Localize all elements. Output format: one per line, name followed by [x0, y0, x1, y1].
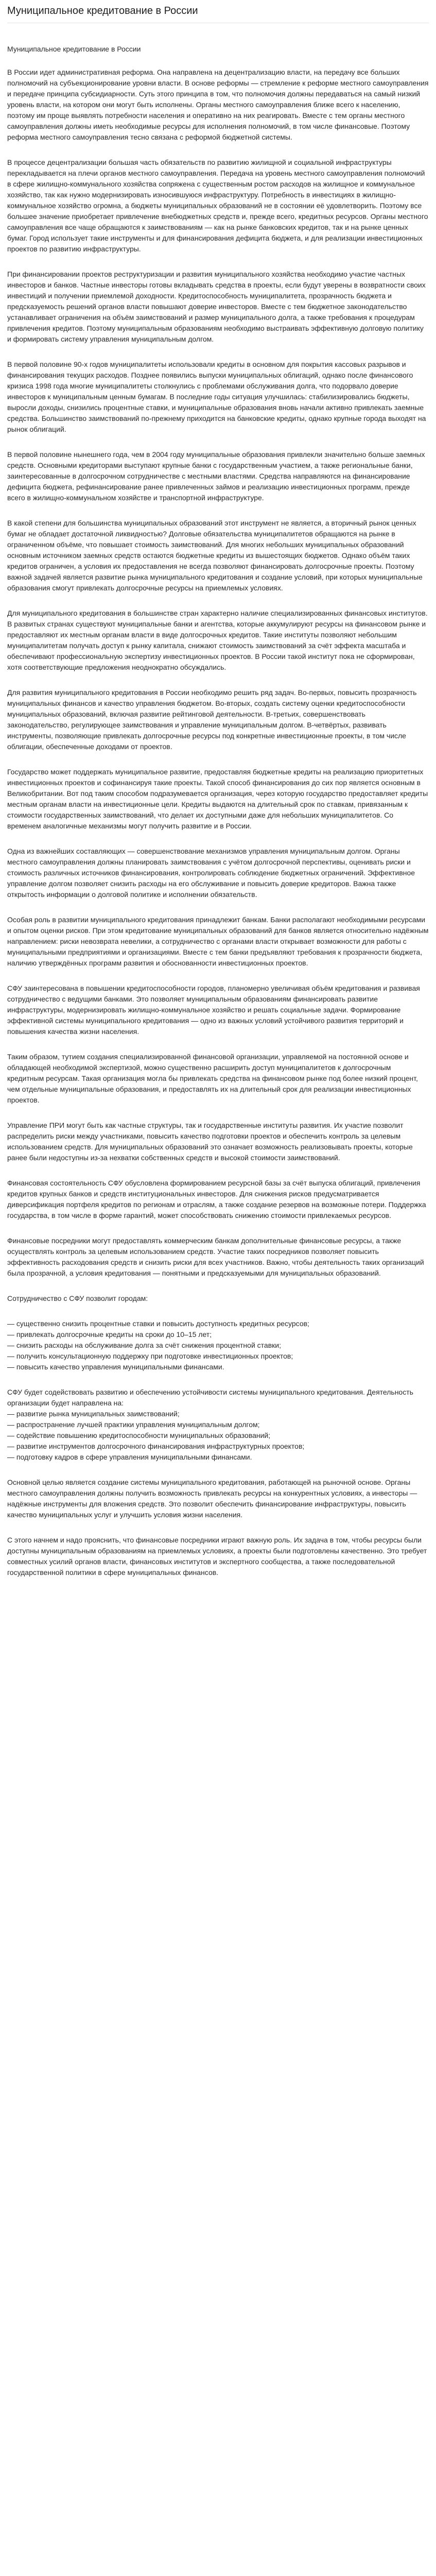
paragraph: Особая роль в развитии муниципального кредитования принадлежит банкам. Банки располагают необходимыми ресурсами и опытом оценки рисков. При этом кредитование муниципальных образований для банков является относительно надёжным направлением: риски невозврата невелики, а сотрудничество с органами власти открывает возможности для работы с муниципальными предприятиями и организациями. Вместе с тем банки предъявляют требования к прозрачности бюджета, наличию утверждённых программ развития и обоснованности инвестиционных проектов.: [7, 916, 429, 967]
paragraph: При финансировании проектов реструктуризации и развития муниципального хозяйства необходимо участие частных инвесторов и банков. Частные инвесторы готовы вкладывать средства в проекты, если будут уверены в возвратности своих инвестиций и получении приемлемой доходности. Кредитоспособность муниципалитета, прозрачность бюджета и предсказуемость решений органов власти повышают доверие инвесторов. Вместе с тем бюджетное законодательство устанавливает ограничения на объём заимствований и размер муниципального долга, а также требования к процедурам привлечения кредитов. Поэтому муниципальным образованиям необходимо выстраивать эффективную долговую политику и формировать систему управления муниципальным долгом.: [7, 270, 426, 343]
paragraph: В первой половине нынешнего года, чем в 2004 году муниципальные образования привлекли значительно больше заемных средств. Основными кредиторами выступают крупные банки с государственным участием, а также региональные банки, заинтересованные в долгосрочном сотрудничестве с местными властями. Средства направляются на финансирование дефицита бюджета, рефинансирование ранее привлеченных займов и реализацию инвестиционных программ, прежде всего в жилищно-коммунальном хозяйстве и транспортной инфраструктуре.: [7, 450, 425, 502]
paragraph: В первой половине 90-х годов муниципалитеты использовали кредиты в основном для покрытия кассовых разрывов и финансирования текущих расходов. Позднее появились выпуски муниципальных облигаций, однако после финансового кризиса 1998 года многие муниципалитеты столкнулись с проблемами обслуживания долга, что подорвало доверие инвесторов к муниципальным ценным бумагам. В последние годы ситуация улучшилась: стабилизировались бюджеты, выросли доходы, снизились процентные ставки, и муниципальные образования вновь начали активно привлекать заемные средства. Большинство заимствований по-прежнему приходится на банковские кредиты, однако крупные города выходят на рынок облигаций.: [7, 360, 426, 433]
paragraph: Управление ПРИ могут быть как частные структуры, так и государственные институты развития. Их участие позволит распределить риски между участниками, повысить качество подготовки проектов и обеспечить контроль за целевым использованием средств. Для муниципальных образований это означает возможность реализовывать проекты, которые ранее были недоступны из-за нехватки собственных средств и высокой стоимости заимствований.: [7, 1121, 413, 1162]
paragraph: Таким образом, тутием создания специализированной финансовой организации, управляемой на постоянной основе и обладающей необходимой экспертизой, можно существенно расширить доступ муниципалитетов к долгосрочным кредитным ресурсам. Такая организация могла бы привлекать средства на финансовом рынке под более низкий процент, чем отдельные муниципальные образования, и предоставлять их на длительный срок для реализации инвестиционных проектов.: [7, 1053, 418, 1104]
paragraph: — существенно снизить процентные ставки и повысить доступность кредитных ресурсов; — привлекать долгосрочные кредиты на сроки до 10–15 лет; — снизить расходы на обслуживание долга за счёт снижения процентной ставки; — получить консультационную поддержку при подготовке инвестиционных проектов; — повысить качество управления муниципальными финансами.: [7, 1319, 309, 1371]
paragraph: Сотрудничество с СФУ позволит городам:: [7, 1294, 148, 1302]
page-title: Муниципальное кредитование в России: [7, 5, 198, 16]
paragraph: В процессе децентрализации большая часть обязательств по развитию жилищной и социальной инфраструктуры перекладывается на плечи органов местного самоуправления. Передача на уровень местного самоуправления полномочий в сфере жилищно-коммунального хозяйства сопряжена с существенным ростом расходов на жилищное и коммунальное хозяйство, так как нужно модернизировать износившуюся инфраструктуру. Потребность в инвестициях в жилищно-коммунальное хозяйство огромна, а бюджеты муниципальных образований не в состоянии её удовлетворить. Поэтому все большее значение приобретает привлечение внебюджетных средств и, прежде всего, кредитных ресурсов. Органы местного самоуправления все чаще обращаются к заимствованиям — как на рынке банковских кредитов, так и на рынке ценных бумаг. Город использует такие инструменты и для финансирования дефицита бюджета, и для реализации инвестиционных проектов по развитию инфраструктуры.: [7, 158, 428, 253]
paragraph: Для развития муниципального кредитования в России необходимо решить ряд задач. Во-первых, повысить прозрачность муниципальных финансов и качество управления бюджетом. Во-вторых, создать систему оценки кредитоспособности муниципальных образований, включая развитие рейтинговой деятельности. В-третьих, совершенствовать законодательство, регулирующее заимствования и управление муниципальным долгом. В-четвёртых, развивать инструменты, позволяющие привлекать долгосрочные ресурсы под конкретные инвестиционные проекты, в том числе облигации, обеспеченные доходами от проектов.: [7, 688, 417, 751]
paragraph: СФУ заинтересована в повышении кредитоспособности городов, планомерно увеличивая объём кредитования и развивая сотрудничество с ведущими банками. Это позволяет муниципальным образованиям финансировать развитие инфраструктуры, модернизировать жилищно-коммунальное хозяйство и решать социальные задачи. Формирование эффективной системы муниципального кредитования — одно из важных условий устойчивого развития территорий и повышения качества жизни населения.: [7, 984, 420, 1036]
paragraph: В России идет административная реформа. Она направлена на децентрализацию власти, на передачу все больших полномочий на субъекционирование уровни власти. В основе реформы — стремление к реформе местного самоуправления и передаче принципа субсидиарности. Суть этого принципа в том, что полномочия должны передаваться на самый низкий уровень власти, на котором они могут быть исполнены. Органы местного самоуправления ближе всего к населению, поэтому им проще выявлять потребности населения и оперативно на них реагировать. Вместе с тем органы местного самоуправления должны иметь необходимые ресурсы для исполнения полномочий, в том числе финансовые. Поэтому реформа местного самоуправления тесно связана с реформой бюджетной системы.: [7, 68, 429, 141]
paragraph: СФУ будет содействовать развитию и обеспечению устойчивости системы муниципального кредитования. Деятельность организации будет направлена на: — развитие рынка муниципальных заимствований; — распространение лучшей практики управления муниципальным долгом; — содействие повышению кредитоспособности муниципальных образований; — развитие инструментов долгосрочного финансирования инфраструктурных проектов; — подготовку кадров в сфере управления муниципальными финансами.: [7, 1388, 413, 1461]
paragraph: Финансовая состоятельность СФУ обусловлена формированием ресурсной базы за счёт выпуска облигаций, привлечения кредитов крупных банков и средств институциональных инвесторов. Для снижения рисков предусматривается диверсификация портфеля кредитов по регионам и отраслям, а также создание резервов на возможные потери. Поддержка государства, в том числе в форме гарантий, может способствовать снижению стоимости привлекаемых ресурсов.: [7, 1179, 426, 1219]
article-subtitle: Муниципальное кредитование в России: [7, 45, 141, 53]
paragraph: Одна из важнейших составляющих — совершенствование механизмов управления муниципальным долгом. Органы местного самоуправления должны планировать заимствования с учётом долгосрочной перспективы, оценивать риски и стоимость различных источников финансирования, контролировать соблюдение бюджетных ограничений. Эффективное управление долгом позволяет снизить расходы на его обслуживание и повысить доверие кредиторов. Важна также открытость информации о долговой политике и исполнении обязательств.: [7, 847, 415, 899]
paragraph: С этого начнем и надо прояснить, что финансовые посредники играют важную роль. Их задача в том, чтобы ресурсы были доступны муниципальным образованиям на приемлемых условиях, а проекты были подготовлены качественно. Это требует совместных усилий органов власти, финансовых институтов и экспертного сообщества, а также последовательной государственной политики в сфере муниципальных финансов.: [7, 1536, 427, 1577]
article-body: [7, 44, 429, 1578]
paragraph: Основной целью является создание системы муниципального кредитования, работающей на рыночной основе. Органы местного самоуправления должны получить возможность привлекать ресурсы на конкурентных условиях, а инвесторы — надёжные инструменты для вложения средств. Это позволит обеспечить финансирование инфраструктуры, повысить качество муниципальных услуг и улучшить условия жизни населения.: [7, 1478, 417, 1519]
article-paragraphs: [7, 67, 429, 1578]
paragraph: В какой степени для большинства муниципальных образований этот инструмент не является, а вторичный рынок ценных бумаг не обладает достаточной ликвидностью? Долговые обязательства муниципалитетов обращаются на рынке в ограниченном объёме, что повышает стоимость заимствований. Для многих небольших муниципальных образований основным источником заемных средств остаются бюджетные кредиты из вышестоящих бюджетов. Однако объём таких кредитов ограничен, а условия их предоставления не всегда позволяют финансировать долгосрочные проекты. Поэтому важной задачей является развитие рынка муниципального кредитования и создание условий, при которых муниципальные образования смогут привлекать долгосрочные ресурсы на приемлемых условиях.: [7, 519, 423, 592]
paragraph: Для муниципального кредитования в большинстве стран характерно наличие специализированных финансовых институтов. В развитых странах существуют муниципальные банки и агентства, которые аккумулируют ресурсы на финансовом рынке и предоставляют их местным органам власти в виде долгосрочных кредитов. Такие институты позволяют небольшим муниципалитетам получать доступ к рынку капитала, снижают стоимость заимствований за счёт эффекта масштаба и обеспечивают профессиональную экспертизу инвестиционных проектов. В России такой институт пока не сформирован, хотя соответствующие предложения неоднократно обсуждались.: [7, 609, 428, 671]
paragraph: Государство может поддержать муниципальное развитие, предоставляя бюджетные кредиты на реализацию приоритетных инвестиционных проектов и софинансируя такие проекты. Такой способ финансирования до сих пор является основным в Великобритании. Вот под таким способом подразумевается организация, через которую государство предоставляет кредиты местным органам власти на инвестиционные цели. Кредиты выдаются на длительный срок по ставкам, привязанным к стоимости государственных заимствований, что делает их доступными даже для небольших муниципалитетов. Со временем аналогичные механизмы могут получить развитие и в России.: [7, 768, 428, 830]
paragraph: Финансовые посредники могут предоставлять коммерческим банкам дополнительные финансовые ресурсы, а также осуществлять контроль за целевым использованием средств. Участие таких посредников позволяет повысить эффективность расходования средств и снизить риски для всех участников. Важно, чтобы деятельность таких организаций была прозрачной, а условия кредитования — понятными и предсказуемыми для муниципальных образований.: [7, 1236, 424, 1277]
